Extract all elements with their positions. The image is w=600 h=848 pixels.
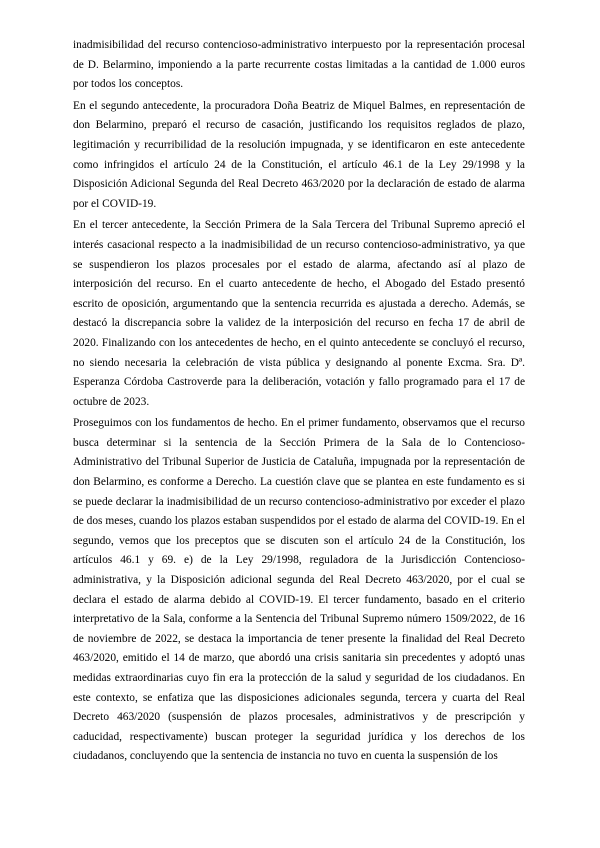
paragraph-1: inadmisibilidad del recurso contencioso-administrativo interpuesto por la representación procesal de D. Belarmino, imponiendo a la parte recurrente costas limitadas a la cantidad de 1.000 euros por todos los conceptos. bbox=[73, 39, 525, 91]
paragraph-3: En el tercer antecedente, la Sección Primera de la Sala Tercera del Tribunal Supremo apreció el interés casacional respecto a la inadmisibilidad de un recurso contencioso-administrativo, ya que se suspendieron los plazos procesales por el estado de alarma, afectando así al plazo de interposición del recurso. En el cuarto antecedente de hecho, el Abogado del Estado presentó escrito de oposición, argumentando que la sentencia recurrida es ajustada a derecho. Además, se destacó la discrepancia sobre la validez de la interposición del recurso en fecha 17 de abril de 2020. Finalizando con los antecedentes de hecho, en el quinto antecedente se concluyó el recurso, no siendo necesaria la celebración de vista pública y designando al ponente Excma. Sra. Dª. Esperanza Córdoba Castroverde para la deliberación, votación y fallo programado para el 17 de octubre de 2023. bbox=[73, 219, 525, 408]
paragraph-4: Proseguimos con los fundamentos de hecho. En el primer fundamento, observamos que el recurso busca determinar si la sentencia de la Sección Primera de la Sala de lo Contencioso-Administrativo del Tribunal Superior de Justicia de Cataluña, impugnada por la representación de don Belarmino, es conforme a Derecho. La cuestión clave que se plantea en este fundamento es si se puede declarar la inadmisibilidad de un recurso contencioso-administrativo por exceder el plazo de dos meses, cuando los plazos estaban suspendidos por el estado de alarma del COVID-19. En el segundo, vemos que los preceptos que se discuten son el artículo 24 de la Constitución, los artículos 46.1 y 69. e) de la Ley 29/1998, reguladora de la Jurisdicción Contencioso-administrativa, y la Disposición adicional segunda del Real Decreto 463/2020, por el cual se declara el estado de alarma debido al COVID-19. El tercer fundamento, basado en el criterio interpretativo de la Sala, conforme a la Sentencia del Tribunal Supremo número 1509/2022, de 16 de noviembre de 2022, se destaca la importancia de tener presente la finalidad del Real Decreto 463/2020, emitido el 14 de marzo, que abordó una crisis sanitaria sin precedentes y adoptó unas medidas extraordinarias cuyo fin era la protección de la salud y seguridad de los ciudadanos. En este contexto, se enfatiza que las disposiciones adicionales segunda, tercera y cuarta del Real Decreto 463/2020 (suspensión de plazos procesales, administrativos y de prescripción y caducidad, respectivamente) buscan proteger la seguridad jurídica y los derechos de los ciudadanos, concluyendo que la sentencia de instancia no tuvo en cuenta la suspensión de los bbox=[73, 417, 525, 763]
paragraph-2: En el segundo antecedente, la procuradora Doña Beatriz de Miquel Balmes, en representación de don Belarmino, preparó el recurso de casación, justificando los requisitos reglados de plazo, legitimación y recurribilidad de la resolución impugnada, y se identificaron en este antecedente como infringidos el artículo 24 de la Constitución, el artículo 46.1 de la Ley 29/1998 y la Disposición Adicional Segunda del Real Decreto 463/2020 por la declaración de estado de alarma por el COVID-19. bbox=[73, 99, 525, 210]
document-body bbox=[73, 36, 525, 769]
